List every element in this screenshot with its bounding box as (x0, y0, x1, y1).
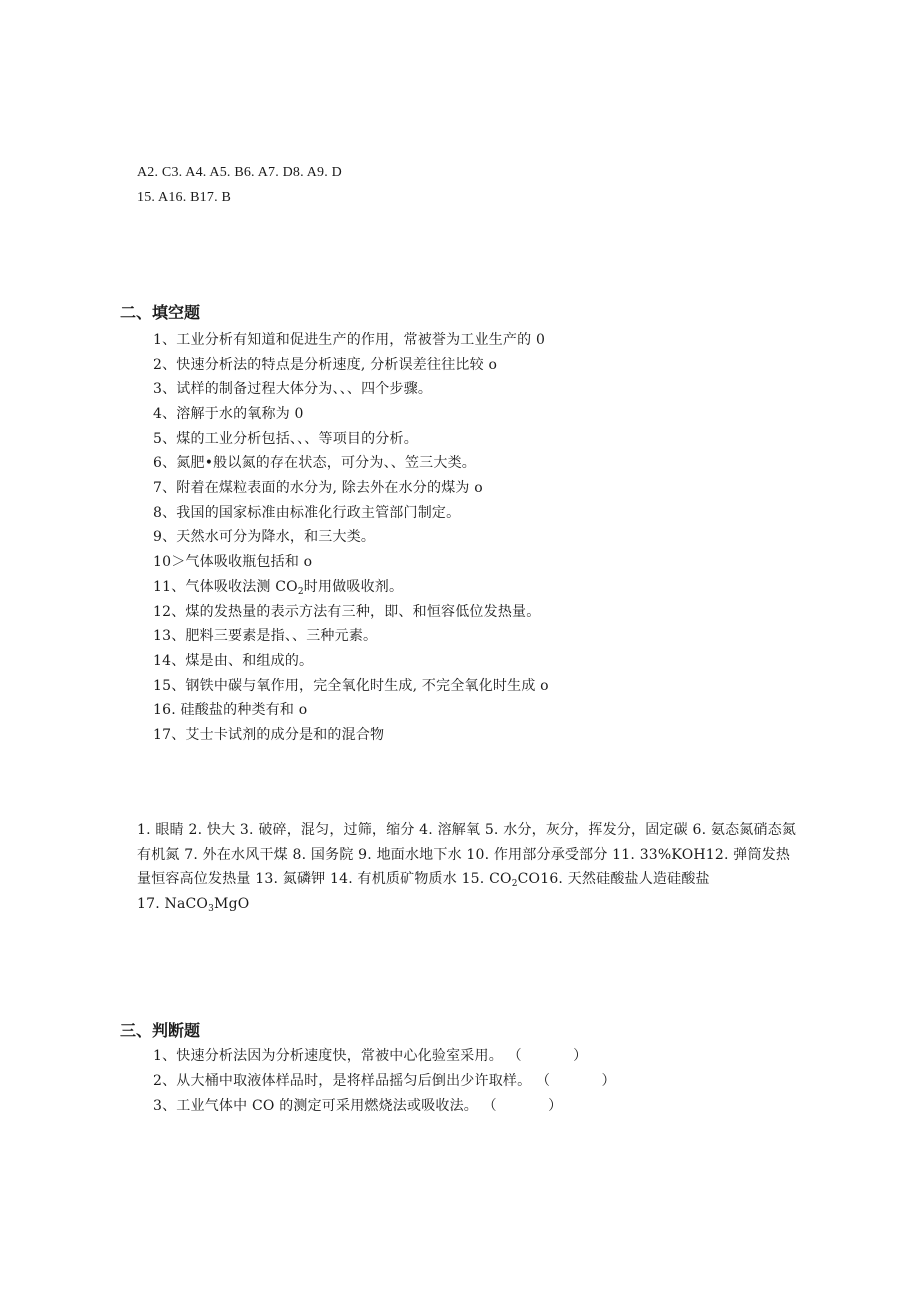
answer-paren-close: ） (548, 1098, 563, 1114)
question-item: 5、煤的工业分析包括、、、等项目的分析。 (153, 431, 418, 447)
subscript: 3 (208, 903, 215, 914)
answer-paren-close: ） (573, 1048, 588, 1064)
judgment-item (153, 1072, 616, 1090)
question-item: 15、钢铁中碳与氧作用，完全氧化时生成, 不完全氧化时生成 o (153, 678, 549, 694)
answer-paren-open: （ (507, 1048, 522, 1064)
fill-blank-answers (137, 818, 797, 916)
question-item: 8、我国的国家标准由标准化行政主管部门制定。 (153, 505, 461, 521)
question-item: 2、快速分析法的特点是分析速度, 分析误差往往比较 o (153, 357, 498, 373)
question-item: 3、试样的制备过程大体分为、、、四个步骤。 (153, 381, 433, 397)
question-item: 6、氮肥•般以氮的存在状态，可分为、、笠三大类。 (153, 455, 476, 471)
question-item: 9、天然水可分为降水，和三大类。 (153, 529, 376, 545)
section-heading-true-false: 三、判断题 (120, 1021, 201, 1040)
judgment-text: 3、工业气体中 CO 的测定可采用燃烧法或吸收法。 (153, 1098, 478, 1114)
question-item: 10＞气体吸收瓶包括和 o (153, 554, 313, 570)
section-heading-fill-blank: 二、填空题 (120, 303, 201, 322)
choice-answers-line-2: 15. A16. B17. B (137, 190, 232, 205)
judgment-text: 1、快速分析法因为分析速度快，常被中心化验室采用。 (153, 1048, 503, 1064)
question-item: 16. 硅酸盐的种类有和 o (153, 702, 308, 718)
question-text: 时用做吸收剂。 (303, 579, 404, 595)
judgment-text: 2、从大桶中取液体样品时，是将样品摇匀后倒出少许取样。 (153, 1073, 532, 1089)
question-item: 7、附着在煤粒表面的水分为, 除去外在水分的煤为 o (153, 480, 483, 496)
choice-answers-line-1: A2. C3. A4. A5. B6. A7. D8. A9. D (137, 165, 342, 180)
subscript: 2 (297, 587, 304, 597)
question-item: 17、艾士卡试剂的成分是和的混合物 (153, 727, 385, 743)
question-item: 13、肥料三要素是指、、三种元素。 (153, 628, 378, 644)
question-item (153, 578, 403, 596)
question-text: 11、气体吸收法测 CO (153, 579, 298, 595)
answer-text: CO16. 天然硅酸盐人造硅酸盐 (517, 871, 710, 887)
answer-text: 17. NaCO (137, 895, 209, 912)
answer-paren-open: （ (482, 1098, 497, 1114)
subscript: 2 (511, 879, 518, 889)
answer-text: 1. 眼睛 2. 快大 3. 破碎，混匀，过筛，缩分 4. 溶解氧 5. 水分，灰分，挥发分，固定碳 6. 氨态氮硝态氮有机氮 7. 外在水风干煤 8. 国务院 9. 地面水地下水 10. 作用部分承受部分 11. 33%KOH12. 弹筒发热量恒容高位发热量 13. 氮磷钾 14. 有机质矿物质水 15. CO (137, 822, 797, 887)
judgment-item (153, 1047, 587, 1065)
judgment-item (153, 1097, 562, 1115)
question-item: 12、煤的发热量的表示方法有三种，即、和恒容低位发热量。 (153, 604, 541, 620)
question-item: 14、煤是由、和组成的。 (153, 653, 314, 669)
answer-text: MgO (214, 895, 250, 912)
question-item: 1、工业分析有知道和促进生产的作用，常被誉为工业生产的 0 (153, 332, 546, 348)
answer-paren-close: ） (601, 1073, 616, 1089)
answer-paren-open: （ (535, 1073, 551, 1089)
question-item: 4、溶解于水的氧称为 0 (153, 406, 304, 422)
